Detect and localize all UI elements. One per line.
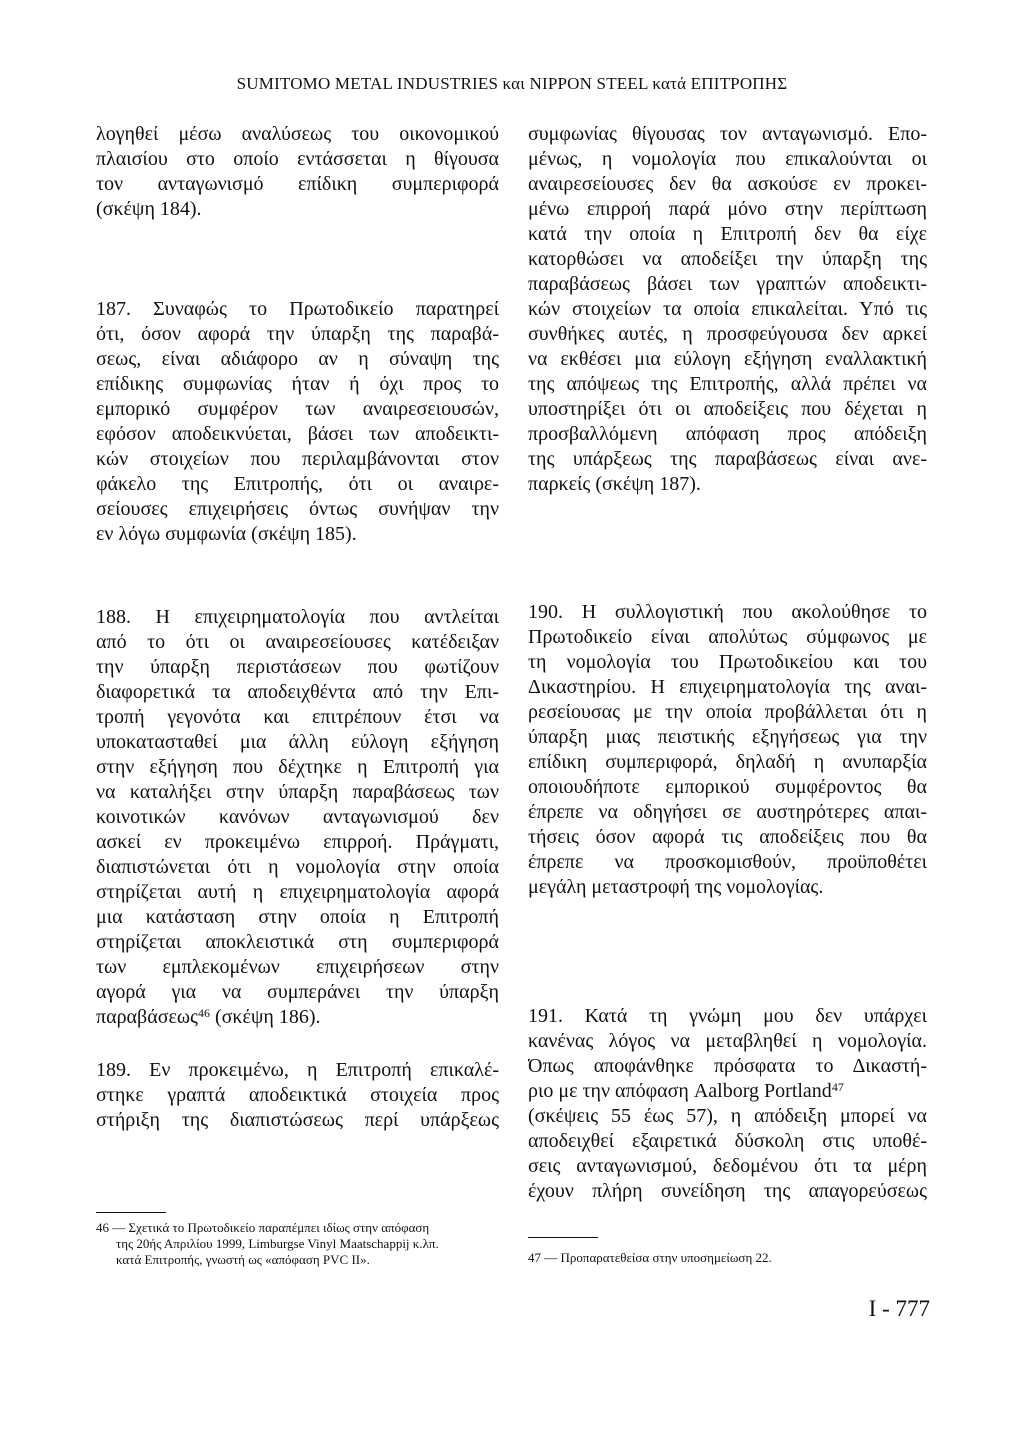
text-line: πλαισίου στο οποίο εντάσσεται η θίγουσα: [96, 148, 499, 170]
text-line: ότι, όσον αφορά την ύπαρξη της παραβά-: [96, 323, 499, 345]
left-column-continuation: [96, 122, 499, 222]
text-line: 190. Η συλλογιστική που ακολούθησε το: [528, 601, 927, 623]
page-number: I - 777: [868, 1296, 930, 1321]
running-header: SUMITOMO METAL INDUSTRIES και NIPPON STEEL κατά ΕΠΙΤΡΟΠΗΣ: [236, 74, 788, 93]
text-line: αναιρεσείουσες δεν θα ασκούσε εν προκει-: [528, 173, 927, 195]
text-line: προσβαλλόμενη απόφαση προς απόδειξη: [528, 423, 927, 445]
text-line: 189. Εν προκειμένω, η Επιτροπή επικαλέ-: [96, 1059, 499, 1081]
paragraph-188: [96, 605, 499, 1030]
text-line: αγορά για να συμπεράνει την ύπαρξη: [96, 981, 499, 1003]
text-line: επίδικη συμπεριφορά, δηλαδή η ανυπαρξία: [528, 751, 927, 773]
text-line: 187. Συναφώς το Πρωτοδικείο παρατηρεί: [96, 298, 499, 320]
text-line: αποδειχθεί εξαιρετικά δύσκολη στις υποθέ-: [528, 1130, 927, 1152]
text-line: εμπορικό συμφέρον των αναιρεσειουσών,: [96, 398, 499, 420]
text-line: κατορθώσει να αποδείξει την ύπαρξη της: [528, 248, 927, 270]
text-line: Πρωτοδικείο είναι απολύτως σύμφωνος με: [528, 626, 927, 648]
text-line: ασκεί εν προκειμένω επιρροή. Πράγματι,: [96, 831, 499, 853]
text-line: τροπή γεγονότα και επιτρέπουν έτσι να: [96, 706, 499, 728]
text-line: της υπάρξεως της παραβάσεως είναι ανε-: [528, 448, 927, 470]
paragraph-190: [528, 600, 927, 900]
footnote-46: [96, 1220, 506, 1268]
text-fragment: ριο με την απόφαση Aalborg Portland: [528, 1080, 832, 1102]
footnote-ref-46[interactable]: 46: [197, 1006, 210, 1020]
text-line: οποιουδήποτε εμπορικού συμφέροντος θα: [528, 776, 927, 798]
footnote-separator: [528, 1237, 598, 1238]
text-line: στήριξη της διαπιστώσεως περί υπάρξεως: [96, 1109, 499, 1131]
text-line: κατά την οποία η Επιτροπή δεν θα είχε: [528, 223, 927, 245]
text-line: της 20ής Απριλίου 1999, Limburgse Vinyl Maatschappij κ.λπ.: [116, 1236, 439, 1251]
text-line: διαφορετικά τα αποδειχθέντα από την Επι-: [96, 681, 499, 703]
text-line: 47 — Προπαρατεθείσα στην υποσημείωση 22.: [528, 1250, 772, 1265]
text-fragment: παραβάσεως: [96, 1006, 198, 1028]
text-line: τον ανταγωνισμό επίδικη συμπεριφορά: [96, 173, 499, 195]
text-line: της απόψεως της Επιτροπής, αλλά πρέπει να: [528, 373, 927, 395]
text-line: σεως, είναι αδιάφορο αν η σύναψη της: [96, 348, 499, 370]
text-line: εφόσον αποδεικνύεται, βάσει των αποδεικτι-: [96, 423, 499, 445]
text-line: μένω επιρροή παρά μόνο στην περίπτωση: [528, 198, 927, 220]
text-line: να καταλήξει στην ύπαρξη παραβάσεως των: [96, 781, 499, 803]
text-fragment: (σκέψη 186).: [209, 1006, 321, 1028]
text-line: στηρίζεται αυτή η επιχειρηματολογία αφορά: [96, 881, 499, 903]
footnote-47: [528, 1250, 928, 1266]
text-line: έπρεπε να προσκομισθούν, προϋποθέτει: [528, 851, 927, 873]
text-line: (σκέψη 184).: [96, 198, 202, 220]
text-line: εν λόγω συμφωνία (σκέψη 185).: [96, 523, 357, 545]
text-line: ύπαρξη μιας πειστικής εξηγήσεως για την: [528, 726, 927, 748]
text-line: υποκατασταθεί μια άλλη εύλογη εξήγηση: [96, 731, 499, 753]
text-line: στηκε γραπτά αποδεικτικά στοιχεία προς: [96, 1084, 499, 1106]
text-line: 191. Κατά τη γνώμη μου δεν υπάρχει: [528, 1005, 927, 1027]
paragraph-189: [96, 1058, 499, 1133]
text-line: από το ότι οι αναιρεσείουσες κατέδειξαν: [96, 631, 499, 653]
text-line: να εκθέσει μια εύλογη εξήγηση εναλλακτική: [528, 348, 927, 370]
footnote-ref-47[interactable]: 47: [831, 1080, 844, 1094]
text-line: παρκείς (σκέψη 187).: [528, 473, 701, 495]
text-line: μένως, η νομολογία που επικαλούνται οι: [528, 148, 927, 170]
text-line: [528, 1079, 927, 1104]
text-line: σεις ανταγωνισμού, δεδομένου ότι τα μέρη: [528, 1155, 927, 1177]
footnote-separator: [96, 1212, 166, 1213]
text-line: επίδικης συμφωνίας ήταν ή όχι προς το: [96, 373, 499, 395]
text-line: κανένας λόγος να μεταβληθεί η νομολογία.: [528, 1030, 927, 1052]
text-line: τη νομολογία του Πρωτοδικείου και του: [528, 651, 927, 673]
text-line: 46 — Σχετικά το Πρωτοδικείο παραπέμπει ιδίως στην απόφαση: [96, 1220, 430, 1235]
text-line: στην εξήγηση που δέχτηκε η Επιτροπή για: [96, 756, 499, 778]
text-line: κοινοτικών κανόνων ανταγωνισμού δεν: [96, 806, 499, 828]
text-line: κατά Επιτροπής, γνωστή ως «απόφαση PVC II».: [116, 1252, 370, 1267]
text-line: παραβάσεως βάσει των γραπτών αποδεικτι-: [528, 273, 927, 295]
text-line: σείουσες επιχειρήσεις όντως συνήψαν την: [96, 498, 499, 520]
right-column-continuation: [528, 122, 927, 497]
paragraph-187: [96, 297, 499, 547]
text-line: διαπιστώνεται ότι η νομολογία στην οποία: [96, 856, 499, 878]
text-line: Δικαστηρίου. Η επιχειρηματολογία της αναι-: [528, 676, 927, 698]
text-line: συνθήκες αυτές, η προσφεύγουσα δεν αρκεί: [528, 323, 927, 345]
text-line: υποστηρίξει ότι οι αποδείξεις που δέχεται η: [528, 398, 927, 420]
text-line: των εμπλεκομένων επιχειρήσεων στην: [96, 956, 499, 978]
text-line: 188. Η επιχειρηματολογία που αντλείται: [96, 606, 499, 628]
text-line: [96, 1005, 499, 1030]
text-line: έχουν πλήρη συνείδηση της απαγορεύσεως: [528, 1180, 927, 1202]
text-line: ρεσείουσας με την οποία προβάλλεται ότι η: [528, 701, 927, 723]
text-line: την ύπαρξη περιστάσεων που φωτίζουν: [96, 656, 499, 678]
text-line: φάκελο της Επιτροπής, ότι οι αναιρε-: [96, 473, 499, 495]
paragraph-191: [528, 1004, 927, 1204]
text-line: λογηθεί μέσω αναλύσεως του οικονομικού: [96, 123, 499, 145]
text-line: μια κατάσταση στην οποία η Επιτροπή: [96, 906, 499, 928]
text-line: Όπως αποφάνθηκε πρόσφατα το Δικαστή-: [528, 1055, 927, 1077]
text-line: τήσεις όσον αφορά τις αποδείξεις που θα: [528, 826, 927, 848]
text-line: κών στοιχείων τα οποία επικαλείται. Υπό τις: [528, 298, 927, 320]
text-line: στηρίζεται αποκλειστικά στη συμπεριφορά: [96, 931, 499, 953]
text-line: συμφωνίας θίγουσας τον ανταγωνισμό. Επο-: [528, 123, 927, 145]
text-line: (σκέψεις 55 έως 57), η απόδειξη μπορεί να: [528, 1105, 927, 1127]
text-line: μεγάλη μεταστροφή της νομολογίας.: [528, 876, 824, 898]
text-line: έπρεπε να οδηγήσει σε αυστηρότερες απαι-: [528, 801, 927, 823]
text-line: κών στοιχείων που περιλαμβάνονται στον: [96, 448, 499, 470]
